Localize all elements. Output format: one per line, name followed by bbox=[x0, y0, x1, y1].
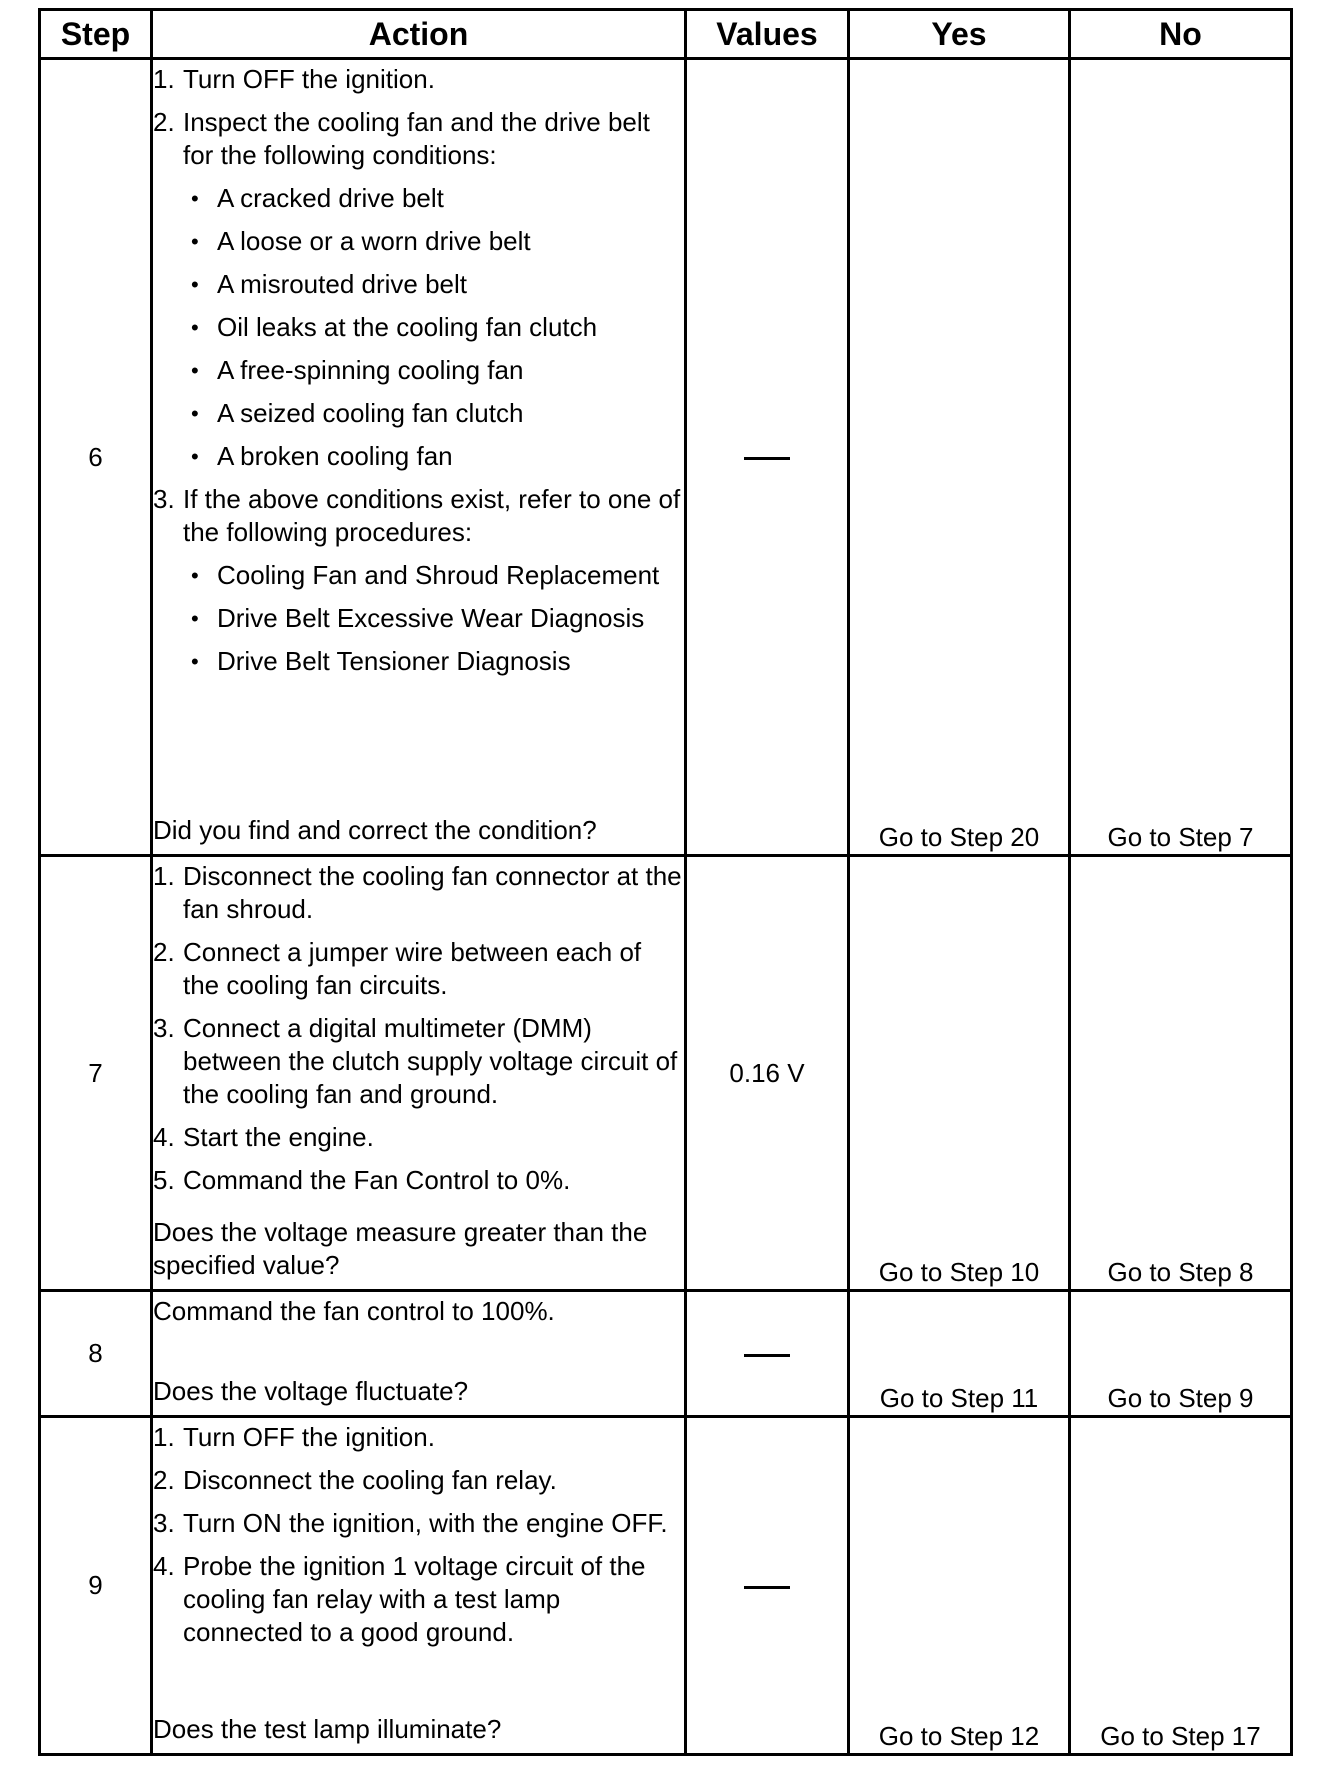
condition-text: A broken cooling fan bbox=[217, 441, 453, 471]
item-text: Connect a jumper wire between each of the cooling fan circuits. bbox=[183, 937, 642, 1000]
item-text: Turn ON the ignition, with the engine OFF. bbox=[183, 1508, 668, 1538]
procedure-bullet bbox=[191, 645, 684, 678]
procedure-text: Drive Belt Tensioner Diagnosis bbox=[217, 646, 571, 676]
action-cell bbox=[152, 59, 686, 856]
values-cell bbox=[686, 1417, 849, 1755]
bullet-icon: • bbox=[191, 358, 199, 383]
action-item bbox=[153, 63, 684, 96]
condition-text: A loose or a worn drive belt bbox=[217, 226, 531, 256]
bullet-icon: • bbox=[191, 563, 199, 588]
values-cell: 0.16 V bbox=[686, 856, 849, 1291]
item-number: 4. bbox=[153, 1551, 175, 1581]
action-item bbox=[153, 1550, 684, 1649]
no-cell: Go to Step 9 bbox=[1070, 1291, 1292, 1417]
table-row-step-8 bbox=[40, 1291, 1292, 1417]
bullet-icon: • bbox=[191, 606, 199, 631]
header-step: Step bbox=[40, 10, 152, 59]
condition-text: A cracked drive belt bbox=[217, 183, 444, 213]
item-number: 2. bbox=[153, 937, 175, 967]
item-text: Turn OFF the ignition. bbox=[183, 64, 435, 94]
item-number: 1. bbox=[153, 1422, 175, 1452]
condition-text: A free-spinning cooling fan bbox=[217, 355, 524, 385]
yes-cell: Go to Step 11 bbox=[849, 1291, 1070, 1417]
item-text: Disconnect the cooling fan connector at the fan shroud. bbox=[183, 861, 682, 924]
no-value-dash bbox=[744, 1354, 790, 1357]
action-text: Command the fan control to 100%. bbox=[153, 1296, 555, 1326]
step-number: 9 bbox=[40, 1417, 152, 1755]
header-action: Action bbox=[152, 10, 686, 59]
values-cell bbox=[686, 59, 849, 856]
action-item bbox=[153, 1464, 684, 1497]
action-question: Does the voltage measure greater than the specified value? bbox=[153, 1217, 648, 1280]
bullet-icon: • bbox=[191, 229, 199, 254]
header-yes: Yes bbox=[849, 10, 1070, 59]
item-text: Disconnect the cooling fan relay. bbox=[183, 1465, 557, 1495]
bullet-icon: • bbox=[191, 186, 199, 211]
step-number: 6 bbox=[40, 59, 152, 856]
step-number: 7 bbox=[40, 856, 152, 1291]
item-text: Turn OFF the ignition. bbox=[183, 1422, 435, 1452]
item-number: 3. bbox=[153, 1013, 175, 1043]
item-number: 1. bbox=[153, 861, 175, 891]
condition-bullet bbox=[191, 354, 684, 387]
item-text: Command the Fan Control to 0%. bbox=[183, 1165, 571, 1195]
action-cell bbox=[152, 856, 686, 1291]
action-item bbox=[153, 1507, 684, 1540]
item-text: Connect a digital multimeter (DMM) between the clutch supply voltage circuit of the cooling fan and ground. bbox=[183, 1013, 678, 1109]
action-item bbox=[153, 1164, 684, 1197]
action-item bbox=[153, 1121, 684, 1154]
yes-cell: Go to Step 20 bbox=[849, 59, 1070, 856]
action-cell bbox=[152, 1417, 686, 1755]
action-item bbox=[153, 936, 684, 1002]
procedure-text: Cooling Fan and Shroud Replacement bbox=[217, 560, 660, 590]
header-no: No bbox=[1070, 10, 1292, 59]
condition-text: A seized cooling fan clutch bbox=[217, 398, 524, 428]
no-cell: Go to Step 8 bbox=[1070, 856, 1292, 1291]
values-cell bbox=[686, 1291, 849, 1417]
condition-bullet bbox=[191, 440, 684, 473]
procedure-text: Drive Belt Excessive Wear Diagnosis bbox=[217, 603, 645, 633]
item-text: Probe the ignition 1 voltage circuit of the cooling fan relay with a test lamp connected to a good ground. bbox=[183, 1551, 646, 1647]
condition-bullet bbox=[191, 182, 684, 215]
item-text: If the above conditions exist, refer to one of the following procedures: bbox=[183, 484, 681, 547]
header-row bbox=[40, 10, 1292, 59]
action-cell bbox=[152, 1291, 686, 1417]
bullet-icon: • bbox=[191, 272, 199, 297]
table-row-step-9 bbox=[40, 1417, 1292, 1755]
condition-bullet bbox=[191, 311, 684, 344]
yes-cell: Go to Step 12 bbox=[849, 1417, 1070, 1755]
item-text: Start the engine. bbox=[183, 1122, 374, 1152]
item-number: 3. bbox=[153, 1508, 175, 1538]
item-number: 2. bbox=[153, 1465, 175, 1495]
table-row-step-6 bbox=[40, 59, 1292, 856]
item-number: 1. bbox=[153, 64, 175, 94]
condition-bullet bbox=[191, 397, 684, 430]
condition-text: A misrouted drive belt bbox=[217, 269, 468, 299]
item-text: Inspect the cooling fan and the drive belt for the following conditions: bbox=[183, 107, 650, 170]
step-number: 8 bbox=[40, 1291, 152, 1417]
no-value-dash bbox=[744, 1586, 790, 1589]
header-values: Values bbox=[686, 10, 849, 59]
no-cell: Go to Step 7 bbox=[1070, 59, 1292, 856]
diagnostic-table bbox=[38, 8, 1293, 1756]
yes-cell: Go to Step 10 bbox=[849, 856, 1070, 1291]
action-question: Did you find and correct the condition? bbox=[153, 815, 597, 845]
action-question: Does the voltage fluctuate? bbox=[153, 1376, 469, 1406]
action-item bbox=[153, 860, 684, 926]
procedure-bullet bbox=[191, 602, 684, 635]
bullet-icon: • bbox=[191, 649, 199, 674]
item-number: 5. bbox=[153, 1165, 175, 1195]
item-number: 4. bbox=[153, 1122, 175, 1152]
condition-bullet bbox=[191, 268, 684, 301]
item-number: 3. bbox=[153, 484, 175, 514]
action-question: Does the test lamp illuminate? bbox=[153, 1714, 502, 1744]
action-item bbox=[153, 1012, 684, 1111]
no-cell: Go to Step 17 bbox=[1070, 1417, 1292, 1755]
no-value-dash bbox=[744, 457, 790, 460]
procedure-bullet bbox=[191, 559, 684, 592]
action-item bbox=[153, 483, 684, 549]
bullet-icon: • bbox=[191, 315, 199, 340]
bullet-icon: • bbox=[191, 401, 199, 426]
item-number: 2. bbox=[153, 107, 175, 137]
action-item bbox=[153, 106, 684, 172]
action-item bbox=[153, 1421, 684, 1454]
table-row-step-7 bbox=[40, 856, 1292, 1291]
bullet-icon: • bbox=[191, 444, 199, 469]
condition-bullet bbox=[191, 225, 684, 258]
condition-text: Oil leaks at the cooling fan clutch bbox=[217, 312, 598, 342]
